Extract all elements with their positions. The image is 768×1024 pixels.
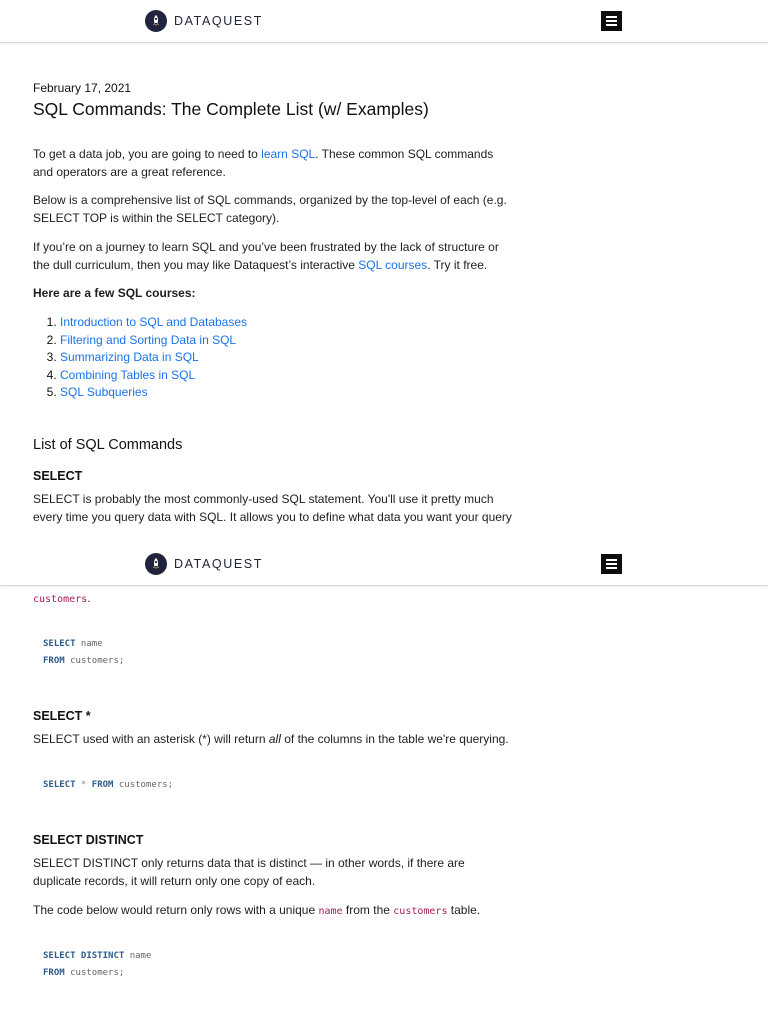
course-link[interactable]: SQL Subqueries [60,385,148,400]
course-link[interactable]: Combining Tables in SQL [60,367,196,382]
select-star-paragraph: SELECT used with an asterisk (*) will return all of the columns in the table we're querying. [33,732,509,746]
list-description-paragraph: Below is a comprehensive list of SQL commands, organized by the top-level of each (e.g. SELECT TOP is within the SELECT category). [33,193,507,225]
site-header [0,0,768,43]
dataquest-logo[interactable] [145,552,263,576]
select-star-code-block[interactable]: SELECT * FROM customers; [43,780,174,790]
course-link[interactable]: Filtering and Sorting Data in SQL [60,332,237,347]
brand-name: DATAQUEST [174,557,263,571]
select-distinct-example-text: The code below would return only rows with a unique name from the customers table. [33,903,481,917]
list-item [60,384,247,402]
select-distinct-heading: SELECT DISTINCT [33,833,144,847]
menu-button[interactable] [601,11,622,31]
sticky-header [0,543,768,586]
rocket-icon [145,10,167,32]
hamburger-icon [606,16,617,18]
select-paragraph: SELECT is probably the most commonly-used SQL statement. You'll use it pretty much every time you query data with SQL. It allows you to define what data you want your query [33,492,512,524]
list-item [60,314,247,332]
select-code-block[interactable]: SELECT name FROM customers; [43,639,125,666]
select-continued-text: customers. [33,591,91,605]
article-date: February 17, 2021 [33,81,132,95]
select-distinct-code-block[interactable]: SELECT DISTINCT name FROM customers; [43,951,152,978]
intro-paragraph: To get a data job, you are going to need to learn SQL. These common SQL commands and operators are a great reference. [33,147,494,179]
inline-code: name [318,906,343,917]
inline-code: customers [393,906,448,917]
select-distinct-paragraph: SELECT DISTINCT only returns data that is distinct — in other words, if there are duplicate records, it will return only one copy of each. [33,856,465,888]
learn-sql-link[interactable]: learn SQL [261,147,316,161]
inline-code: customers [33,594,88,605]
brand-name: DATAQUEST [174,14,263,28]
hamburger-icon [606,559,617,561]
dataquest-logo[interactable] [145,9,263,33]
menu-button[interactable] [601,554,622,574]
article [33,0,513,1024]
journey-paragraph: If you’re on a journey to learn SQL and you’ve been frustrated by the lack of structure or the dull curriculum, then you may like Dataquest’s interactive SQL courses. Try it free. [33,240,499,272]
list-item [60,332,247,350]
list-item [60,367,247,385]
courses-heading: Here are a few SQL courses: [33,286,196,300]
rocket-icon [145,553,167,575]
course-link[interactable]: Introduction to SQL and Databases [60,315,248,329]
select-star-heading: SELECT * [33,709,91,723]
list-item [60,349,247,367]
courses-list [33,314,247,402]
sql-commands-heading: List of SQL Commands [33,437,183,453]
sql-courses-link[interactable]: SQL courses [358,258,428,272]
article-title: SQL Commands: The Complete List (w/ Examples) [33,99,429,119]
course-link[interactable]: Summarizing Data in SQL [60,350,199,365]
select-heading: SELECT [33,469,83,483]
